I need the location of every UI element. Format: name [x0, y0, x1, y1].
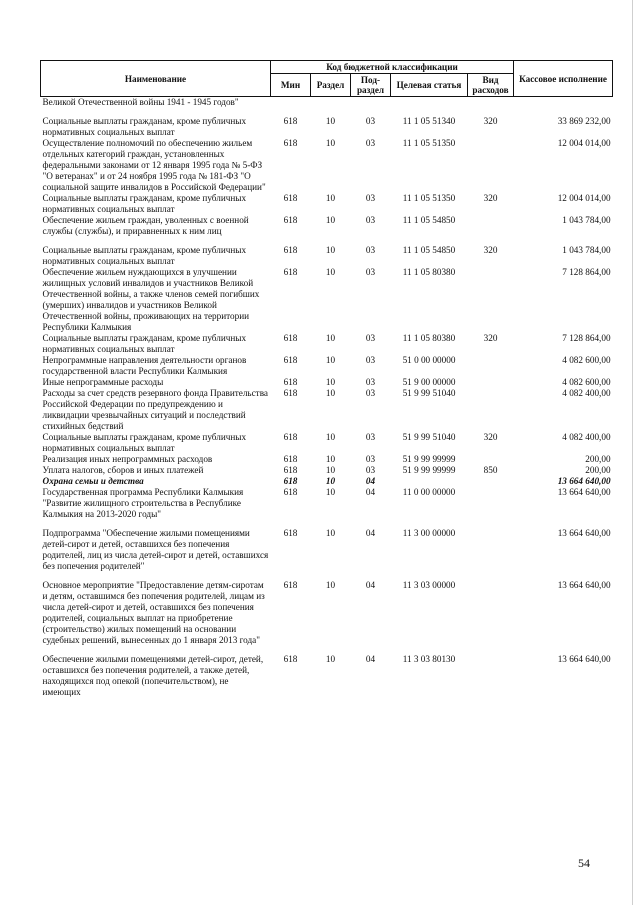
row-spacer [41, 108, 613, 116]
header-razdel: Раздел [311, 74, 351, 97]
cell-vid [468, 138, 514, 193]
cell-podrazdel: 03 [365, 377, 376, 387]
cell-target: 11 0 00 00000 [402, 487, 456, 497]
row-spacer-cell [41, 646, 613, 654]
row-spacer-cell [41, 108, 613, 116]
cell-min: 618 [283, 267, 298, 277]
cell-name: Реализация иных непрограммных расходов [42, 454, 213, 464]
row-spacer [41, 237, 613, 245]
cell-min: 618 [283, 432, 298, 442]
cell-podrazdel: 04 [365, 487, 376, 497]
cell-amount: 4 082 400,00 [562, 388, 611, 398]
table-row [41, 487, 613, 520]
cell-target: 51 9 00 00000 [402, 377, 456, 387]
cell-min: 618 [283, 388, 298, 398]
cell-min: 618 [283, 454, 298, 464]
cell-podrazdel: 03 [365, 215, 376, 225]
cell-razdel [311, 97, 351, 109]
cell-name: Уплата налогов, сборов и иных платежей [42, 465, 204, 475]
cell-amount: 12 004 014,00 [557, 138, 611, 148]
cell-target: 11 1 05 54850 [402, 245, 456, 255]
cell-amount: 4 082 600,00 [562, 355, 611, 365]
cell-vid [468, 355, 514, 377]
cell-vid: 320 [483, 245, 498, 255]
cell-razdel: 10 [325, 654, 336, 664]
cell-vid: 320 [483, 333, 498, 343]
cell-min: 618 [283, 487, 298, 497]
table-row [41, 476, 613, 487]
header-amount: Кассовое исполнение [514, 61, 613, 97]
cell-amount: 1 043 784,00 [562, 215, 611, 225]
cell-vid [468, 454, 514, 465]
cell-razdel: 10 [325, 580, 336, 590]
cell-podrazdel: 03 [365, 355, 376, 365]
cell-min [271, 97, 311, 109]
cell-vid: 320 [483, 193, 498, 203]
cell-amount: 13 664 640,00 [557, 528, 611, 538]
row-spacer [41, 572, 613, 580]
header-podrazdel: Под-раздел [351, 74, 391, 97]
table-row [41, 528, 613, 572]
cell-amount: 7 128 864,00 [562, 267, 611, 277]
budget-table [40, 60, 613, 698]
header-vid: Вид расходов [468, 74, 514, 97]
cell-razdel: 10 [325, 432, 336, 442]
cell-target [391, 476, 468, 487]
cell-min: 618 [283, 138, 298, 148]
header-name: Наименование [41, 61, 271, 97]
cell-amount [514, 97, 613, 109]
cell-min: 618 [283, 476, 298, 486]
header-target: Целевая статья [391, 74, 468, 97]
cell-podrazdel: 03 [365, 388, 376, 398]
cell-target [391, 97, 468, 109]
cell-amount: 200,00 [585, 465, 611, 475]
cell-razdel: 10 [325, 377, 336, 387]
cell-amount: 13 664 640,00 [557, 580, 611, 590]
cell-razdel: 10 [325, 355, 336, 365]
cell-amount: 13 664 640,00 [557, 476, 611, 486]
cell-target: 11 1 05 51340 [402, 116, 456, 126]
cell-amount: 13 664 640,00 [557, 487, 611, 497]
table-row [41, 465, 613, 476]
table-header [41, 61, 613, 97]
cell-podrazdel: 03 [365, 116, 376, 126]
cell-podrazdel: 04 [365, 580, 376, 590]
cell-razdel: 10 [325, 215, 336, 225]
cell-name: Обеспечение жильем нуждающихся в улучшении жилищных условий инвалидов и участников Великой Отечественной войны, а также членов семей погибших (умерших) инвалидов и участников Великой Отечественной войны, проживающих на территории Республики Калмыкия [42, 267, 260, 332]
table-row [41, 377, 613, 388]
cell-name: Осуществление полномочий по обеспечению жильем отдельных категорий граждан, установленных федеральными законами от 12 января 1995 года № 5-ФЗ "О ветеранах" и от 24 ноября 1995 года № 181-ФЗ "О социальной защите инвалидов в Российской Федерации" [42, 138, 266, 192]
cell-name: Основное мероприятие "Предоставление детям-сиротам и детям, оставшимся без попечения родителей, лицам из числа детей-сирот и детей, оставшихся без попечения родителей, социальных выплат на приобретение (строительство) жилых помещений на основании судебных решений, вынесенных до 1 января 2013 года" [42, 580, 265, 645]
row-spacer [41, 520, 613, 528]
cell-podrazdel: 04 [365, 476, 376, 486]
cell-target: 11 1 05 51350 [402, 193, 456, 203]
row-spacer [41, 646, 613, 654]
header-code-group: Код бюджетной классификации [271, 61, 514, 74]
table-row [41, 97, 613, 109]
cell-amount: 1 043 784,00 [562, 245, 611, 255]
cell-min: 618 [283, 116, 298, 126]
cell-amount: 4 082 600,00 [562, 377, 611, 387]
cell-target: 11 3 03 80130 [402, 654, 456, 664]
cell-razdel: 10 [325, 454, 336, 464]
table-row [41, 454, 613, 465]
cell-podrazdel: 03 [365, 193, 376, 203]
cell-razdel: 10 [325, 333, 336, 343]
cell-vid [468, 377, 514, 388]
cell-amount: 13 664 640,00 [557, 654, 611, 664]
cell-vid [468, 388, 514, 432]
cell-name: Социальные выплаты гражданам, кроме публичных нормативных социальных выплат [42, 193, 247, 214]
cell-min: 618 [283, 528, 298, 538]
cell-razdel: 10 [325, 193, 336, 203]
cell-podrazdel: 03 [365, 138, 376, 148]
cell-target: 11 1 05 51350 [402, 138, 456, 148]
table-row [41, 388, 613, 432]
header-min: Мин [271, 74, 311, 97]
cell-min: 618 [283, 654, 298, 664]
cell-target: 11 3 03 00000 [402, 580, 456, 590]
cell-vid: 320 [483, 432, 498, 442]
cell-vid [468, 528, 514, 572]
cell-name: Социальные выплаты гражданам, кроме публичных нормативных социальных выплат [42, 333, 247, 354]
cell-podrazdel: 03 [365, 465, 376, 475]
cell-name: Подпрограмма "Обеспечение жилыми помещениями детей-сирот и детей, оставшихся без попечения родителей, лиц из числа детей-сирот и детей, оставшихся без попечения родителей" [42, 528, 269, 571]
cell-target: 51 0 00 00000 [402, 355, 456, 365]
table-row [41, 245, 613, 267]
cell-podrazdel: 03 [365, 454, 376, 464]
cell-name: Охрана семьи и детства [42, 476, 144, 486]
cell-min: 618 [283, 215, 298, 225]
cell-name: Обеспечение жилыми помещениями детей-сирот, детей, оставшихся без попечения родителей, а также детей, находящихся под опекой (попечительством), не имеющих [42, 654, 264, 697]
cell-min: 618 [283, 333, 298, 343]
cell-razdel: 10 [325, 487, 336, 497]
cell-amount: 7 128 864,00 [562, 333, 611, 343]
cell-name: Расходы за счет средств резервного фонда Правительства Российской Федерации по предупреждению и ликвидации чрезвычайных ситуаций и последствий стихийных бедствий [42, 388, 268, 431]
cell-podrazdel: 04 [365, 528, 376, 538]
cell-vid [468, 215, 514, 237]
cell-min: 618 [283, 245, 298, 255]
table-row [41, 116, 613, 138]
table-row [41, 355, 613, 377]
row-spacer-cell [41, 520, 613, 528]
cell-vid: 850 [483, 465, 498, 475]
cell-razdel: 10 [325, 465, 336, 475]
cell-vid [468, 580, 514, 646]
page-edge-line [632, 0, 633, 905]
cell-target: 51 9 99 51040 [402, 388, 456, 398]
cell-name: Великой Отечественной войны 1941 - 1945 годов" [42, 97, 239, 107]
cell-name: Государственная программа Республики Калмыкия "Развитие жилищного строительства в Республике Калмыкия на 2013-2020 годы" [42, 487, 244, 519]
cell-min: 618 [283, 193, 298, 203]
cell-razdel: 10 [325, 476, 336, 486]
cell-razdel: 10 [325, 138, 336, 148]
cell-target: 51 9 99 51040 [402, 432, 456, 442]
row-spacer-cell [41, 237, 613, 245]
table-row [41, 267, 613, 333]
cell-razdel: 10 [325, 388, 336, 398]
cell-amount: 33 869 232,00 [557, 116, 611, 126]
table-row [41, 215, 613, 237]
cell-min: 618 [283, 355, 298, 365]
cell-razdel: 10 [325, 528, 336, 538]
cell-vid [468, 487, 514, 520]
cell-podrazdel [351, 97, 391, 109]
cell-target: 51 9 99 99999 [402, 454, 456, 464]
cell-target: 51 9 99 99999 [402, 465, 456, 475]
cell-target: 11 1 05 80380 [402, 333, 456, 343]
table-row [41, 432, 613, 454]
cell-name: Социальные выплаты гражданам, кроме публичных нормативных социальных выплат [42, 116, 247, 137]
cell-name: Социальные выплаты гражданам, кроме публичных нормативных социальных выплат [42, 245, 247, 266]
cell-podrazdel: 03 [365, 432, 376, 442]
cell-name: Обеспечение жильем граждан, уволенных с военной службы (службы), и приравненных к ним лиц [42, 215, 249, 236]
cell-vid [468, 97, 514, 109]
table-row [41, 654, 613, 698]
table-body [41, 97, 613, 699]
cell-vid [468, 476, 514, 487]
cell-target: 11 3 00 00000 [402, 528, 456, 538]
cell-razdel: 10 [325, 116, 336, 126]
cell-name: Социальные выплаты гражданам, кроме публичных нормативных социальных выплат [42, 432, 247, 453]
cell-name: Иные непрограммные расходы [42, 377, 164, 387]
table-row [41, 580, 613, 646]
page-number: 54 [578, 856, 590, 870]
cell-amount: 4 082 400,00 [562, 432, 611, 442]
cell-min: 618 [283, 465, 298, 475]
cell-razdel: 10 [325, 267, 336, 277]
cell-amount: 12 004 014,00 [557, 193, 611, 203]
table-row [41, 138, 613, 193]
cell-vid [468, 654, 514, 698]
table-row [41, 333, 613, 355]
cell-podrazdel: 03 [365, 333, 376, 343]
row-spacer-cell [41, 572, 613, 580]
cell-vid [468, 267, 514, 333]
cell-name: Непрограммные направления деятельности органов государственной власти Республики Калмыкия [42, 355, 247, 376]
cell-podrazdel: 03 [365, 245, 376, 255]
cell-razdel: 10 [325, 245, 336, 255]
cell-min: 618 [283, 377, 298, 387]
cell-podrazdel: 04 [365, 654, 376, 664]
cell-min: 618 [283, 580, 298, 590]
cell-target: 11 1 05 54850 [402, 215, 456, 225]
cell-podrazdel: 03 [365, 267, 376, 277]
table-row [41, 193, 613, 215]
cell-vid: 320 [483, 116, 498, 126]
cell-target: 11 1 05 80380 [402, 267, 456, 277]
cell-amount: 200,00 [585, 454, 611, 464]
